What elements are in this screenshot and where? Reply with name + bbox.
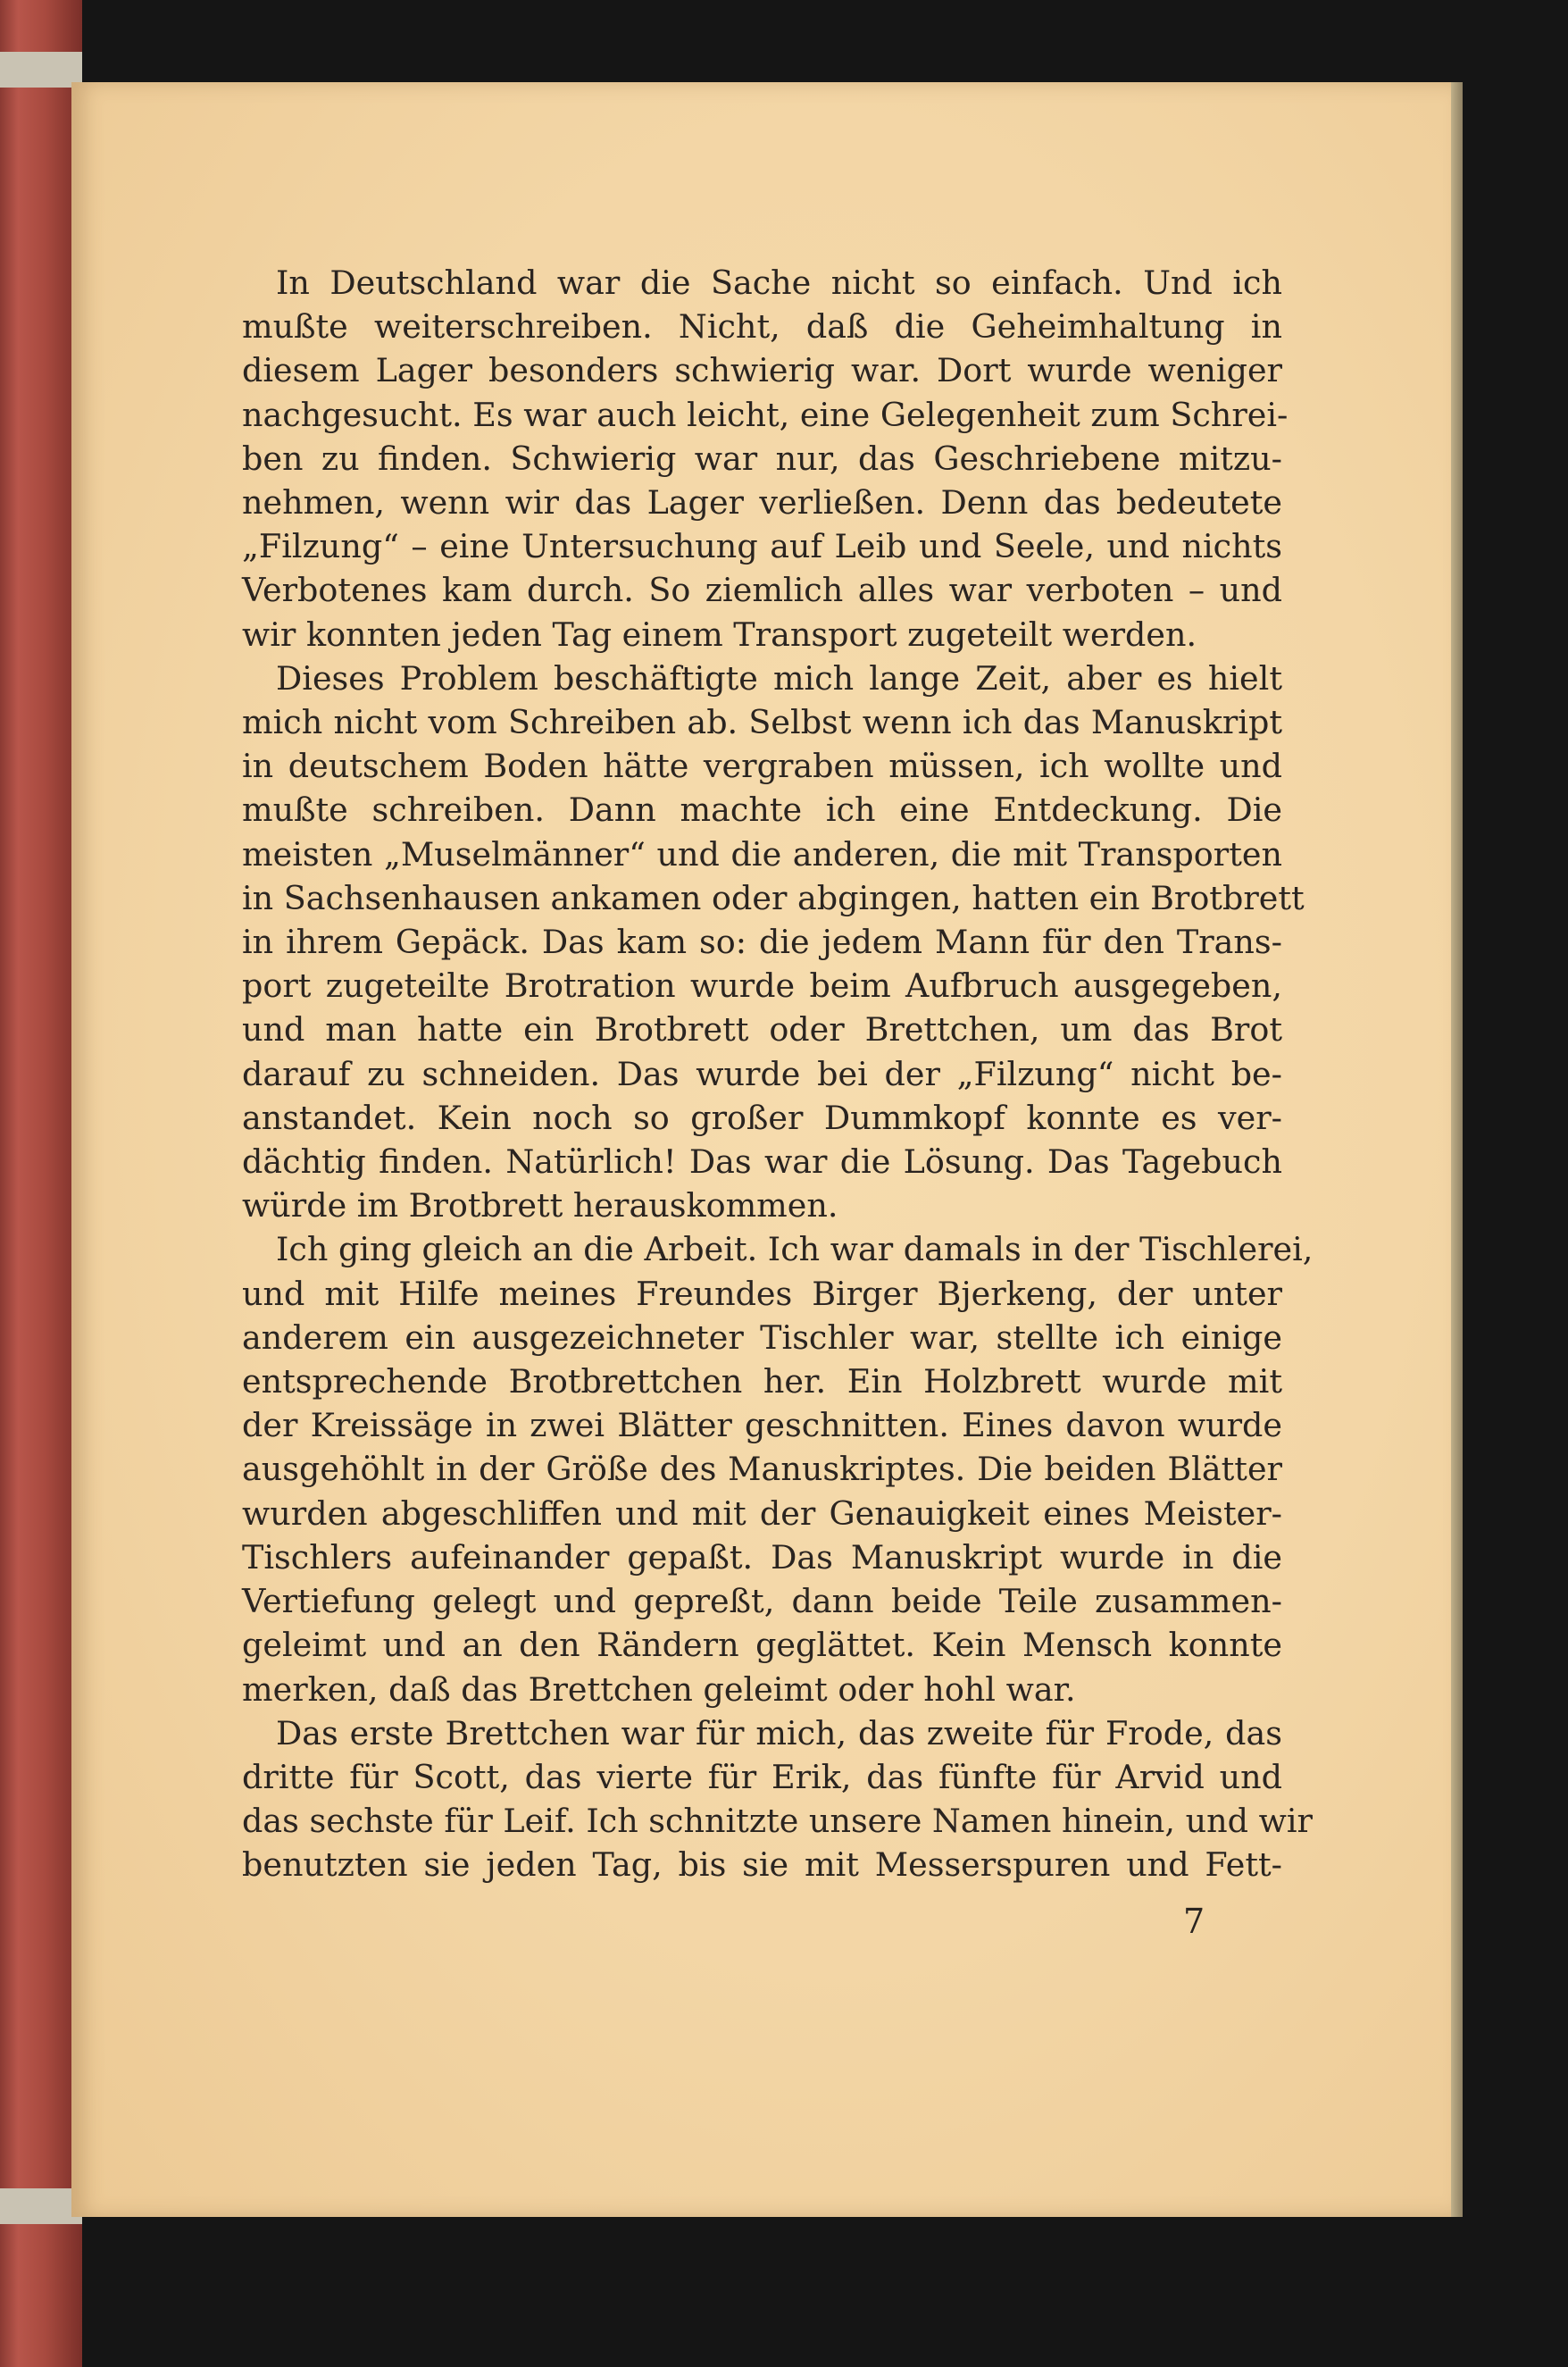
text-line: In Deutschland war die Sache nicht so einfach. Und ich [276, 263, 1282, 302]
text-line: ben zu finden. Schwierig war nur, das Geschriebene mitzu- [242, 439, 1282, 478]
text-line: port zugeteilte Brotration wurde beim Aufbruch ausgegeben, [242, 966, 1282, 1006]
cover-corner-top [0, 52, 82, 88]
paragraph [242, 1711, 1313, 1887]
text-line: das sechste für Leif. Ich schnitzte unsere Namen hinein, und wir [242, 1802, 1313, 1841]
page-number: 7 [1183, 1902, 1205, 1941]
text-line: Verbotenes kam durch. So ziemlich alles war verboten – und [242, 571, 1282, 610]
text-line: nachgesucht. Es war auch leicht, eine Gelegenheit zum Schrei- [242, 395, 1289, 434]
text-line: meisten „Muselmänner“ und die anderen, die mit Transporten [242, 834, 1282, 874]
text-line: mußte schreiben. Dann machte ich eine Entdeckung. Die [242, 790, 1282, 830]
text-line: anderem ein ausgezeichneter Tischler war, stellte ich einige [242, 1317, 1282, 1357]
text-line: dächtig finden. Natürlich! Das war die Lösung. Das Tagebuch [242, 1142, 1282, 1182]
text-line: Dieses Problem beschäftigte mich lange Zeit, aber es hielt [276, 658, 1282, 698]
text-line: Ich ging gleich an die Arbeit. Ich war damals in der Tischlerei, [276, 1230, 1314, 1269]
text-line: darauf zu schneiden. Das wurde bei der „Filzung“ nicht be- [242, 1054, 1282, 1093]
text-line: „Filzung“ – eine Untersuchung auf Leib und Seele, und nichts [242, 527, 1282, 566]
text-line: geleimt und an den Rändern geglättet. Kein Mensch konnte [242, 1626, 1282, 1665]
text-line: dritte für Scott, das vierte für Erik, das fünfte für Arvid und [242, 1757, 1282, 1796]
text-line: und mit Hilfe meines Freundes Birger Bjerkeng, der unter [242, 1274, 1282, 1313]
paragraph [242, 657, 1305, 1228]
text-line: entsprechende Brotbrettchen her. Ein Holzbrett wurde mit [242, 1362, 1282, 1401]
paragraph [242, 261, 1289, 657]
text-line: mußte weiterschreiben. Nicht, daß die Geheimhaltung in [242, 307, 1282, 347]
cover-corner-bottom [0, 2188, 82, 2224]
text-line: wurden abgeschliffen und mit der Genauigkeit eines Meister- [242, 1493, 1282, 1533]
text-line: wir konnten jeden Tag einem Transport zugeteilt werden. [242, 615, 1197, 654]
body-text [242, 261, 1314, 1887]
text-line: nehmen, wenn wir das Lager verließen. Denn das bedeutete [242, 483, 1282, 523]
text-line: in Sachsenhausen ankamen oder abgingen, hatten ein Brotbrett [242, 878, 1305, 917]
text-line: Tischlers aufeinander gepaßt. Das Manuskript wurde in die [242, 1537, 1282, 1577]
paragraph [242, 1227, 1314, 1710]
text-line: diesem Lager besonders schwierig war. Dort wurde weniger [242, 351, 1282, 390]
text-line: mich nicht vom Schreiben ab. Selbst wenn ich das Manuskript [242, 703, 1282, 742]
text-line: Vertiefung gelegt und gepreßt, dann beide Teile zusammen- [242, 1582, 1282, 1621]
text-line: ausgehöhlt in der Größe des Manuskriptes. Die beiden Blätter [242, 1450, 1282, 1489]
text-line: Das erste Brettchen war für mich, das zweite für Frode, das [276, 1713, 1282, 1752]
text-line: benutzten sie jeden Tag, bis sie mit Messerspuren und Fett- [242, 1845, 1282, 1885]
book-cover-edge [0, 0, 82, 2367]
text-line: und man hatte ein Brotbrett oder Brettchen, um das Brot [242, 1010, 1282, 1050]
text-line: würde im Brotbrett herauskommen. [242, 1186, 838, 1225]
book-page [71, 82, 1451, 2217]
text-line: in ihrem Gepäck. Das kam so: die jedem Mann für den Trans- [242, 923, 1282, 962]
text-line: der Kreissäge in zwei Blätter geschnitten. Eines davon wurde [242, 1406, 1282, 1445]
text-line: anstandet. Kein noch so großer Dummkopf konnte es ver- [242, 1098, 1282, 1137]
text-line: merken, daß das Brettchen geleimt oder hohl war. [242, 1669, 1076, 1709]
text-line: in deutschem Boden hätte vergraben müssen, ich wollte und [242, 747, 1282, 786]
